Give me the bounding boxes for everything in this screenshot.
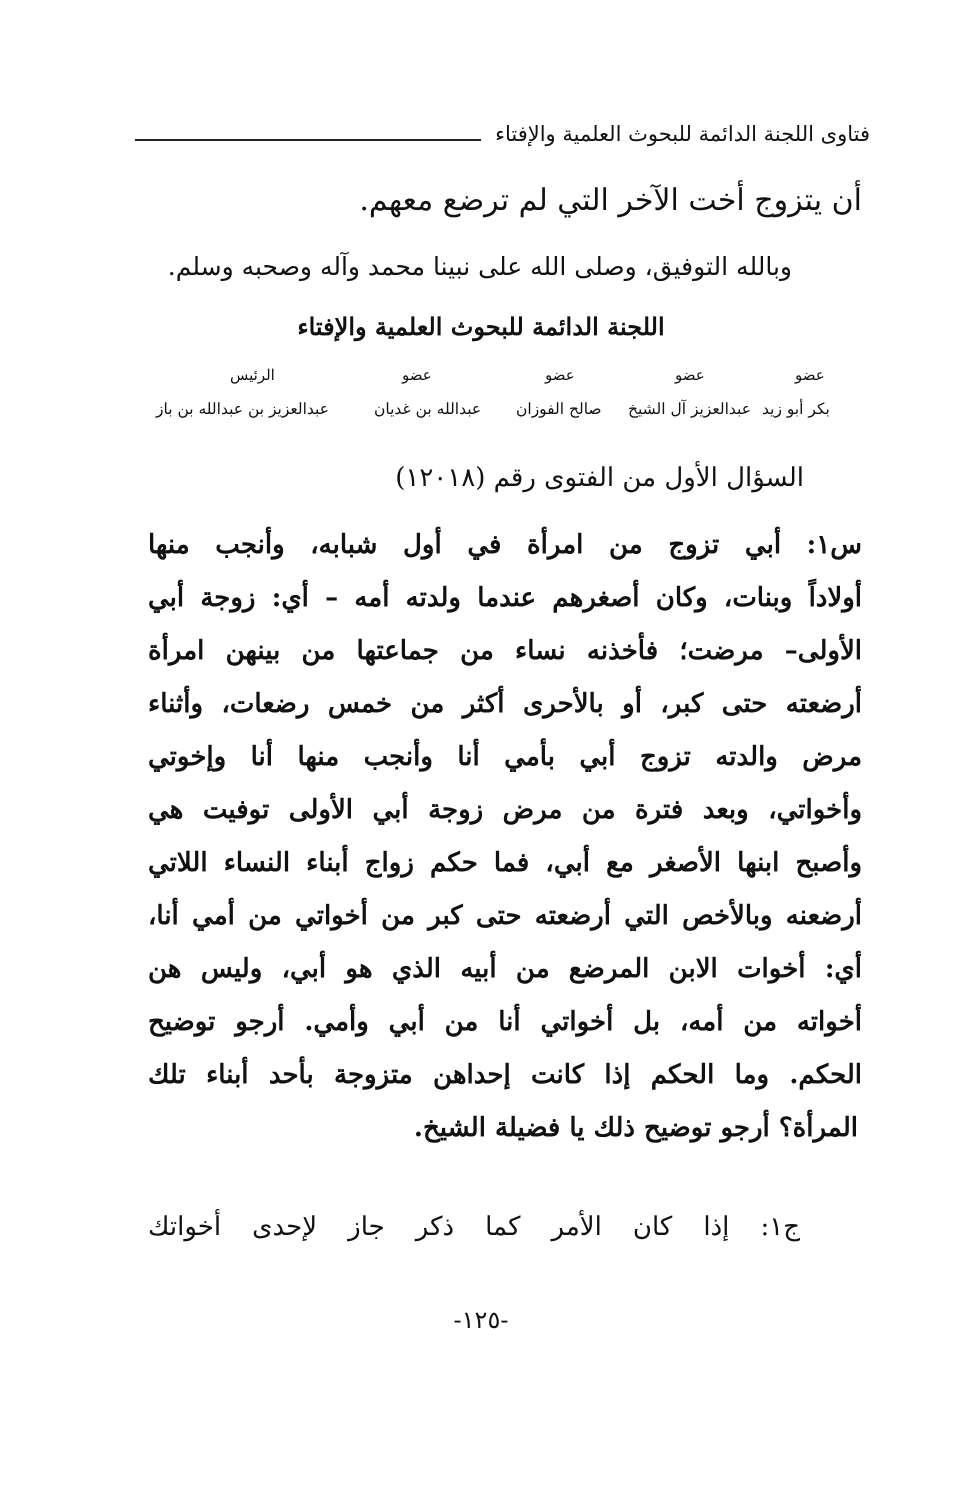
role-member-4: عضو	[402, 366, 432, 384]
question-line: أي: أخوات الابن المرضع من أبيه الذي هو أبي، وليس هن	[148, 954, 862, 984]
member-name-president: عبدالعزيز بن عبدالله بن باز	[156, 400, 329, 418]
answer-line: ج١: إذا كان الأمر كما ذكر جاز لإحدى أخواتك	[148, 1212, 800, 1242]
page-number: -١٢٥-	[453, 1306, 509, 1334]
question-line: أرضعته حتى كبر، أو بالأحرى أكثر من خمس رضعات، وأثناء	[148, 689, 862, 719]
body-line-1: أن يتزوج أخت الآخر التي لم ترضع معهم.	[359, 183, 862, 218]
member-name-3: صالح الفوزان	[516, 400, 602, 418]
signatory-names	[140, 400, 852, 424]
signatory-roles	[140, 366, 840, 386]
role-member-1: عضو	[795, 366, 825, 384]
question-line: وأصبح ابنها الأصغر مع أبي، فما حكم زواج أبناء النساء اللاتي	[148, 848, 862, 878]
fatwa-heading: السؤال الأول من الفتوى رقم (١٢٠١٨)	[395, 463, 804, 493]
question-line: أخواته من أمه، بل أخواتي أنا من أبي وأمي. أرجو توضيح	[148, 1007, 862, 1037]
member-name-2: عبدالعزيز آل الشيخ	[628, 400, 751, 418]
question-line: وأخواتي، وبعد فترة من مرض زوجة أبي الأولى توفيت هي	[148, 795, 862, 825]
closing-line: وبالله التوفيق، وصلى الله على نبينا محمد وآله وصحبه وسلم.	[167, 252, 792, 281]
question-line: أرضعنه وبالأخص التي أرضعته حتى كبر من أخواتي من أمي أنا،	[148, 901, 862, 931]
running-header	[135, 118, 870, 150]
question-line: الأولى– مرضت؛ فأخذنه نساء من جماعتها من بينهن امرأة	[148, 636, 862, 666]
header-rule	[135, 139, 481, 141]
header-title: فتاوى اللجنة الدائمة للبحوث العلمية والإفتاء	[495, 122, 870, 146]
question-line: س١: أبي تزوج من امرأة في أول شبابه، وأنجب منها	[148, 530, 862, 560]
member-name-4: عبدالله بن غديان	[374, 400, 482, 418]
role-member-3: عضو	[545, 366, 575, 384]
question-line: أولاداً وبنات، وكان أصغرهم عندما ولدته أمه – أي: زوجة أبي	[148, 583, 862, 613]
question-line: المرأة؟ أرجو توضيح ذلك يا فضيلة الشيخ.	[413, 1113, 858, 1143]
role-member-2: عضو	[675, 366, 705, 384]
question-line: الحكم. وما الحكم إذا كانت إحداهن متزوجة بأحد أبناء تلك	[148, 1060, 862, 1090]
member-name-1: بكر أبو زيد	[762, 400, 830, 418]
role-president: الرئيس	[230, 366, 275, 384]
question-line: مرض والدته تزوج أبي بأمي أنا وأنجب منها أنا وإخوتي	[148, 742, 862, 772]
committee-name: اللجنة الدائمة للبحوث العلمية والإفتاء	[297, 312, 665, 341]
